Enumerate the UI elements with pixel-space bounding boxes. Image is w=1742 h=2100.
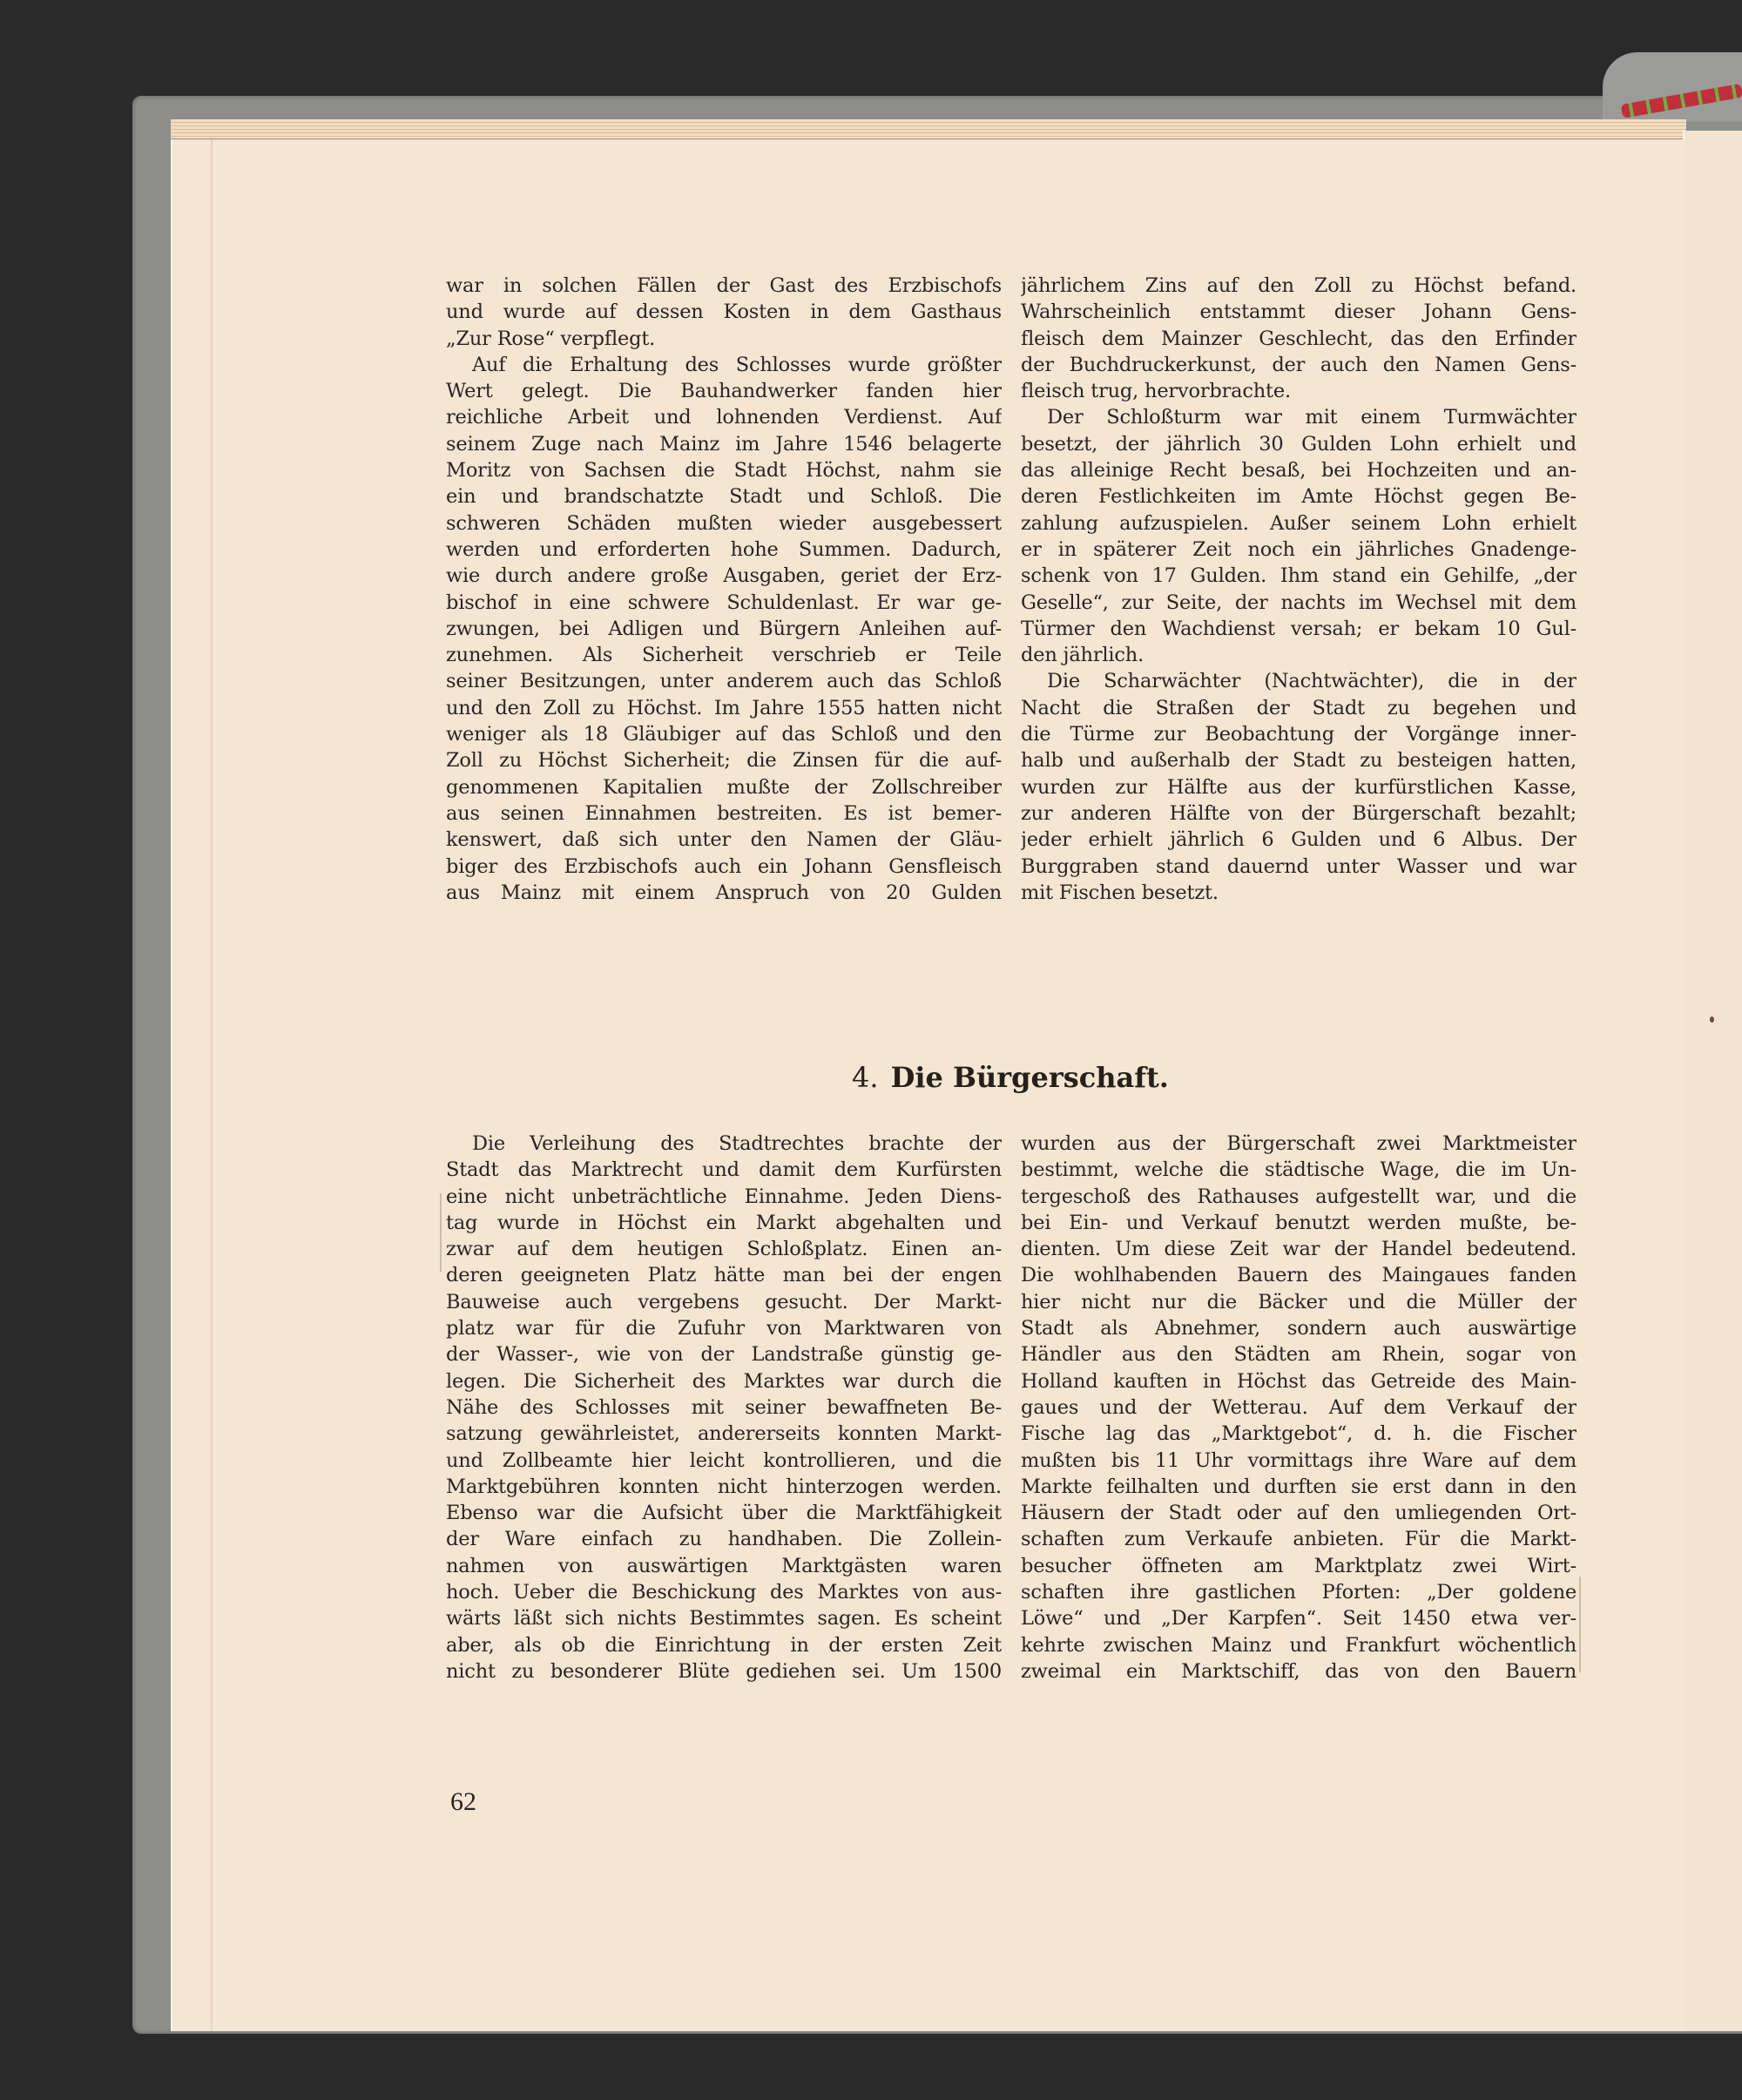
- text-line: reichliche Arbeit und lohnenden Verdienst. Auf: [446, 406, 1002, 429]
- text-line: der Wasser-, wie von der Landstraße günstig ge-: [446, 1343, 1002, 1367]
- text-line: legen. Die Sicherheit des Marktes war durch die: [446, 1369, 1002, 1393]
- text-column-top-right: [1021, 273, 1577, 906]
- text-line: schaften ihre gastlichen Pforten: „Der goldene: [1021, 1581, 1577, 1604]
- text-line: besetzt, der jährlich 30 Gulden Lohn erhielt und: [1021, 432, 1577, 456]
- text-line: und wurde auf dessen Kosten in dem Gasthaus: [446, 300, 1002, 324]
- text-line: und den Zoll zu Höchst. Im Jahre 1555 hatten nicht: [446, 696, 1002, 719]
- text-line: der Buchdruckerkunst, der auch den Namen Gens-: [1021, 353, 1577, 376]
- text-line: wärts läßt sich nichts Bestimmtes sagen. Es scheint: [446, 1607, 1002, 1631]
- text-line: jeder erhielt jährlich 6 Gulden und 6 Albus. Der: [1021, 828, 1577, 852]
- text-line: mit Fischen besetzt.: [1021, 881, 1219, 904]
- text-line: Ebenso war die Aufsicht über die Marktfähigkeit: [446, 1502, 1002, 1525]
- text-line: Geselle“, zur Seite, der nachts im Wechsel mit dem: [1021, 591, 1577, 614]
- text-line: jährlichem Zins auf den Zoll zu Höchst befand.: [1021, 274, 1577, 297]
- text-line: wurden zur Hälfte aus der kurfürstlichen Kasse,: [1021, 775, 1577, 799]
- text-line: zwar auf dem heutigen Schloßplatz. Einen an-: [446, 1238, 1002, 1261]
- text-line: Fische lag das „Marktgebot“, d. h. die Fischer: [1021, 1422, 1577, 1446]
- text-line: gaues und der Wetterau. Auf dem Verkauf der: [1021, 1395, 1577, 1419]
- text-line: tergeschoß des Rathauses aufgestellt war, und die: [1021, 1185, 1577, 1208]
- margin-mark: [440, 1193, 442, 1272]
- text-line: fleisch trug, hervorbrachte.: [1021, 380, 1291, 403]
- text-line: bestimmt, welche die städtische Wage, die im Un-: [1021, 1158, 1577, 1182]
- text-line: bei Ein- und Verkauf benutzt werden mußte, be-: [1021, 1211, 1577, 1234]
- text-line: Löwe“ und „Der Karpfen“. Seit 1450 etwa ver-: [1021, 1607, 1577, 1631]
- text-line: zwungen, bei Adligen und Bürgern Anleihen auf-: [446, 617, 1002, 640]
- text-line: das alleinige Recht besaß, bei Hochzeiten und an-: [1021, 459, 1577, 483]
- text-line: schweren Schäden mußten wieder ausgebessert: [446, 511, 1002, 535]
- text-line: „Zur Rose“ verpflegt.: [446, 327, 656, 350]
- text-line: seiner Besitzungen, unter anderem auch das Schloß: [446, 670, 1002, 693]
- text-line: wie durch andere große Ausgaben, geriet der Erz-: [446, 564, 1002, 588]
- text-line: Auf die Erhaltung des Schlosses wurde größter: [472, 353, 1002, 376]
- text-line: Der Schloßturm war mit einem Turmwächter: [1047, 406, 1577, 429]
- text-column-bottom-left: [446, 1131, 1002, 1685]
- text-line: Wert gelegt. Die Bauhandwerker fanden hier: [446, 380, 1002, 403]
- text-line: seinem Zuge nach Mainz im Jahre 1546 belagerte: [446, 432, 1002, 456]
- text-line: Händler aus den Städten am Rhein, sogar von: [1021, 1343, 1577, 1367]
- text-line: Markte feilhalten und durften sie erst dann in den: [1021, 1475, 1577, 1498]
- text-line: Zoll zu Höchst Sicherheit; die Zinsen für die auf-: [446, 749, 1002, 773]
- text-line: wurden aus der Bürgerschaft zwei Marktmeister: [1021, 1132, 1577, 1155]
- text-line: bischof in eine schwere Schuldenlast. Er war ge-: [446, 591, 1002, 614]
- text-line: hier nicht nur die Bäcker und die Müller der: [1021, 1290, 1577, 1313]
- text-line: aber, als ob die Einrichtung in der ersten Zeit: [446, 1633, 1002, 1657]
- text-line: aus seinen Einnahmen bestreiten. Es ist bemer-: [446, 801, 1002, 825]
- text-line: Türmer den Wachdienst versah; er bekam 10 Gul-: [1021, 617, 1577, 640]
- text-line: nicht zu besonderer Blüte gediehen sei. Um 1500: [446, 1659, 1002, 1683]
- text-line: weniger als 18 Gläubiger auf das Schloß und den: [446, 723, 1002, 746]
- page-number: 62: [450, 1787, 476, 1816]
- text-line: Nacht die Straßen der Stadt zu begehen und: [1021, 696, 1577, 719]
- text-line: Bauweise auch vergebens gesucht. Der Markt-: [446, 1290, 1002, 1313]
- text-line: deren Festlichkeiten im Amte Höchst gegen Be-: [1021, 485, 1577, 509]
- text-line: nahmen von auswärtigen Marktgästen waren: [446, 1554, 1002, 1577]
- text-line: werden und erforderten hohe Summen. Dadurch,: [446, 537, 1002, 561]
- text-line: zahlung aufzuspielen. Außer seinem Lohn erhielt: [1021, 511, 1577, 535]
- text-line: schenk von 17 Gulden. Ihm stand ein Gehilfe, „der: [1021, 564, 1577, 588]
- section-heading: [0, 1061, 1742, 1094]
- text-line: der Ware einfach zu handhaben. Die Zollein-: [446, 1528, 1002, 1551]
- text-line: Die Scharwächter (Nachtwächter), die in der: [1047, 670, 1577, 693]
- text-line: schaften zum Verkaufe anbieten. Für die Markt-: [1021, 1528, 1577, 1551]
- text-line: Häusern der Stadt oder auf den umliegenden Ort-: [1021, 1502, 1577, 1525]
- text-line: Marktgebühren konnten nicht hinterzogen werden.: [446, 1475, 1002, 1498]
- text-line: Nähe des Schlosses mit seiner bewaffneten Be-: [446, 1395, 1002, 1419]
- text-line: eine nicht unbeträchtliche Einnahme. Jeden Diens-: [446, 1185, 1002, 1208]
- text-line: fleisch dem Mainzer Geschlecht, das den Erfinder: [1021, 327, 1577, 350]
- text-line: platz war für die Zufuhr von Marktwaren von: [446, 1317, 1002, 1340]
- text-line: biger des Erzbischofs auch ein Johann Gensfleisch: [446, 854, 1002, 878]
- text-line: Holland kauften in Höchst das Getreide des Main-: [1021, 1369, 1577, 1393]
- text-line: genommenen Kapitalien mußte der Zollschreiber: [446, 775, 1002, 799]
- text-line: Wahrscheinlich entstammt dieser Johann Gens-: [1021, 300, 1577, 324]
- text-line: zur anderen Hälfte von der Bürgerschaft bezahlt;: [1021, 801, 1577, 825]
- text-line: aus Mainz mit einem Anspruch von 20 Gulden: [446, 881, 1002, 904]
- text-line: Moritz von Sachsen die Stadt Höchst, nahm sie: [446, 459, 1002, 483]
- text-column-bottom-right: [1021, 1131, 1577, 1685]
- text-line: war in solchen Fällen der Gast des Erzbischofs: [446, 274, 1002, 297]
- text-line: ein und brandschatzte Stadt und Schloß. Die: [446, 485, 1002, 509]
- page-edges: [171, 119, 1686, 138]
- text-line: Stadt als Abnehmer, sondern auch auswärtige: [1021, 1317, 1577, 1340]
- margin-mark: [1579, 1577, 1581, 1672]
- text-line: kehrte zwischen Mainz und Frankfurt wöchentlich: [1021, 1633, 1577, 1657]
- text-line: zunehmen. Als Sicherheit verschrieb er Teile: [446, 644, 1002, 667]
- text-line: zweimal ein Marktschiff, das von den Bauern: [1021, 1659, 1577, 1683]
- text-line: mußten bis 11 Uhr vormittags ihre Ware auf dem: [1021, 1448, 1577, 1472]
- text-line: Stadt das Marktrecht und damit dem Kurfürsten: [446, 1158, 1002, 1182]
- text-line: kenswert, daß sich unter den Namen der Gläu-: [446, 828, 1002, 852]
- paper-speck: [1710, 1016, 1714, 1023]
- text-line: besucher öffneten am Marktplatz zwei Wirt-: [1021, 1554, 1577, 1577]
- text-line: Burggraben stand dauernd unter Wasser und war: [1021, 854, 1577, 878]
- text-line: tag wurde in Höchst ein Markt abgehalten und: [446, 1211, 1002, 1234]
- section-number: 4.: [852, 1061, 879, 1094]
- text-line: den jährlich.: [1021, 644, 1144, 667]
- text-line: und Zollbeamte hier leicht kontrollieren, und die: [446, 1448, 1002, 1472]
- text-column-top-left: [446, 273, 1002, 906]
- text-line: er in späterer Zeit noch ein jährliches Gnadenge-: [1021, 537, 1577, 561]
- text-line: hoch. Ueber die Beschickung des Marktes von aus-: [446, 1581, 1002, 1604]
- text-line: Die wohlhabenden Bauern des Maingaues fanden: [1021, 1264, 1577, 1287]
- text-line: deren geeigneten Platz hätte man bei der engen: [446, 1264, 1002, 1287]
- text-line: Die Verleihung des Stadtrechtes brachte der: [472, 1132, 1002, 1155]
- section-title: Die Bürgerschaft.: [890, 1061, 1169, 1094]
- text-line: halb und außerhalb der Stadt zu besteigen hatten,: [1021, 749, 1577, 773]
- text-line: dienten. Um diese Zeit war der Handel bedeutend.: [1021, 1238, 1577, 1261]
- text-line: satzung gewährleistet, andererseits konnten Markt-: [446, 1422, 1002, 1446]
- text-line: die Türme zur Beobachtung der Vorgänge inner-: [1021, 723, 1577, 746]
